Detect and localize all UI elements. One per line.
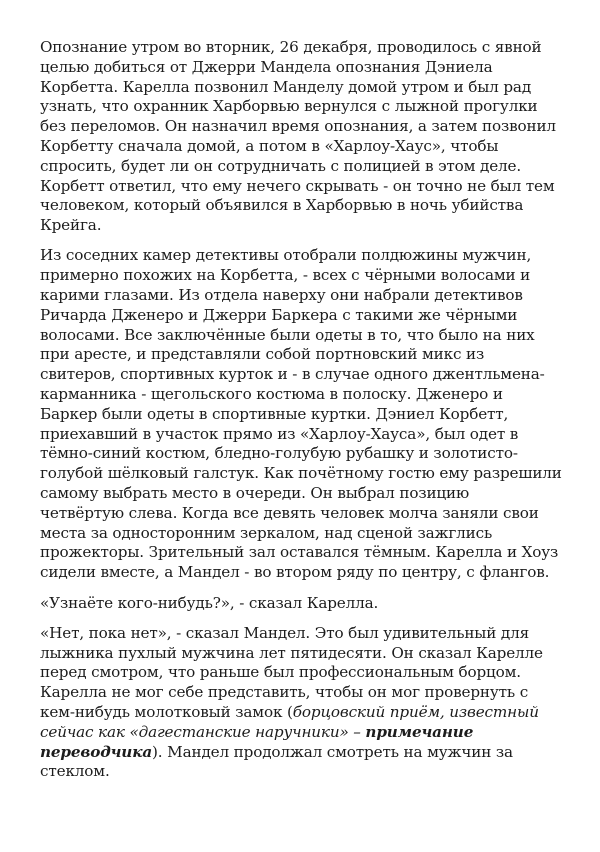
document-page [40, 38, 570, 793]
text-line: Корбетту сначала домой, а потом в «Харлоу-Хаус», чтобы [40, 136, 499, 155]
text-line: узнать, что охранник Харборвью вернулся с лыжной прогулки [40, 97, 538, 116]
translator-note-text: сейчас как «дагестанские наручники» – [40, 722, 366, 741]
text-line: «Узнаёте кого-нибудь?», - сказал Карелла. [40, 593, 379, 612]
text-line: человеком, который объявился в Харборвью в ночь убийства [40, 196, 524, 215]
text-run: кем-нибудь молотковый замок ( [40, 703, 293, 721]
text-line: прожекторы. Зрительный зал оставался тёмным. Карелла и Хоуз [40, 543, 559, 562]
text-line: тёмно-синий костюм, бледно-голубую рубашку и золотисто- [40, 444, 518, 463]
paragraph-1 [40, 38, 570, 236]
text-line: примерно похожих на Корбетта, - всех с чёрными волосами и [40, 266, 531, 285]
text-line: перед смотром, что раньше был профессиональным борцом. [40, 663, 521, 682]
text-line: Корбетт ответил, что ему нечего скрывать - он точно не был тем [40, 176, 555, 195]
text-line: Карелла не мог себе представить, чтобы он мог провернуть с [40, 683, 529, 702]
text-line: голубой шёлковый галстук. Как почётному гостю ему разрешили [40, 464, 562, 483]
text-line: «Нет, пока нет», - сказал Мандел. Это был удивительный для [40, 623, 530, 642]
text-line [40, 723, 570, 743]
text-line: Ричарда Дженеро и Джерри Баркера с такими же чёрными [40, 305, 518, 324]
text-line: Баркер были одеты в спортивные куртки. Дэниел Корбетт, [40, 404, 509, 423]
paragraph-4 [40, 624, 570, 782]
paragraph-3 [40, 594, 570, 614]
text-line: самому выбрать место в очереди. Он выбрал позицию [40, 484, 470, 503]
translator-note-text: борцовский приём, известный [292, 703, 539, 721]
text-line: стеклом. [40, 762, 110, 781]
text-line: приехавший в участок прямо из «Харлоу-Хауса», был одет в [40, 424, 519, 443]
text-line: четвёртую слева. Когда все девять человек молча заняли свои [40, 503, 539, 522]
text-line: карими глазами. Из отдела наверху они набрали детективов [40, 286, 523, 305]
text-run: ). Мандел продолжал смотреть на мужчин за [152, 742, 513, 761]
text-line: спросить, будет ли он сотрудничать с полицией в этом деле. [40, 156, 522, 175]
text-line: Корбетта. Карелла позвонил Манделу домой утром и был рад [40, 77, 532, 96]
text-line: лыжника пухлый мужчина лет пятидесяти. Он сказал Карелле [40, 643, 543, 662]
text-line: карманника - щегольского костюма в полоску. Дженеро и [40, 385, 503, 404]
text-line: свитеров, спортивных курток и - в случае одного джентльмена- [40, 365, 545, 384]
text-line: Крейга. [40, 216, 102, 235]
translator-note-label: переводчика [40, 742, 153, 761]
text-line: при аресте, и представляли собой портновский микс из [40, 345, 485, 364]
text-line: сидели вместе, а Мандел - во втором ряду по центру, с флангов. [40, 563, 550, 582]
translator-note-label: примечание [365, 722, 474, 741]
paragraph-2 [40, 246, 570, 583]
text-line: Опознание утром во вторник, 26 декабря, проводилось с явной [40, 38, 542, 56]
text-line: Из соседних камер детективы отобрали полдюжины мужчин, [40, 246, 532, 265]
text-line [40, 743, 570, 763]
text-line: волосами. Все заключённые были одеты в то, что было на них [40, 325, 535, 344]
text-line: без переломов. Он назначил время опознания, а затем позвонил [40, 117, 556, 136]
text-line [40, 703, 570, 723]
text-line: места за односторонним зеркалом, над сценой зажглись [40, 523, 493, 542]
text-line: целью добиться от Джерри Мандела опознания Дэниела [40, 57, 493, 76]
